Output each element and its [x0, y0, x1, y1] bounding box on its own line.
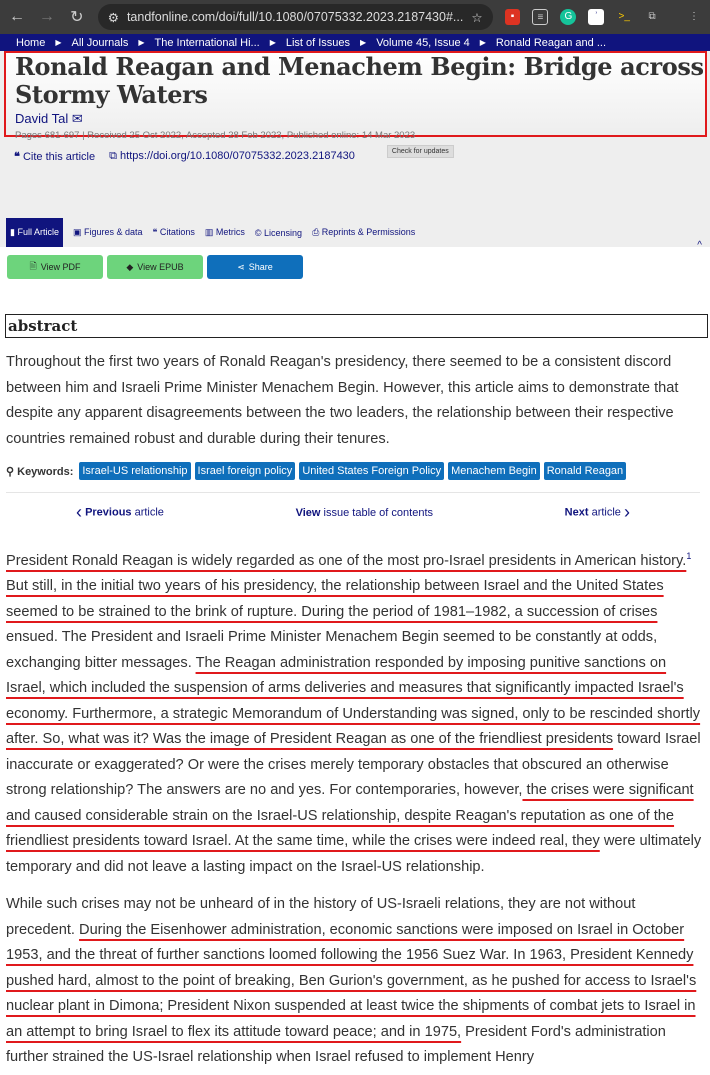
extension-icon[interactable]: ▪ [505, 9, 521, 25]
extensions-puzzle-icon[interactable]: ⧉ [648, 11, 656, 22]
breadcrumb: Home ▶ All Journals ▶ The International Hi... ▶ List of Issues ▶ Volume 45, Issue 4 ▶ Ronald Reagan and ... [0, 34, 710, 51]
highlighted-text: the crises were significant and caused considerable strain on the Israel-US relationship, despite Reagan's reputation as one of the friendliest presidents toward Israel. At the same time, while the crises were indeed real, they [6, 782, 694, 850]
share-button[interactable] [207, 255, 303, 279]
article-pager [6, 492, 700, 532]
breadcrumb-volume[interactable]: Volume 45, Issue 4 [376, 36, 470, 49]
doi-label: https://doi.org/10.1080/07075332.2023.2187430 [120, 149, 355, 162]
chevron-left-icon: ‹ [76, 502, 82, 522]
previous-article-link[interactable] [76, 502, 164, 523]
highlighted-text: The Reagan administration responded by imposing punitive sanctions on Israel, which included the suspension of arms deliveries and measures that significantly impacted Israel's economy. Furthermore, a strategic Memorandum of Understanding was signed, only to be rescinded shortly after. So, what was it? Was the image of President Reagan as one of the friendliest presidents [6, 654, 701, 748]
view-epub-button[interactable] [107, 255, 203, 279]
pager-label: Next [564, 506, 589, 519]
text-span: While such crises may not be unheard of in the history of US-Israeli relations, they are not without precedent. [6, 896, 636, 938]
button-label: View PDF [40, 262, 81, 272]
epub-icon: ◆ [126, 261, 134, 272]
abstract-heading: abstract [5, 314, 708, 338]
reload-icon[interactable]: ↻ [70, 9, 84, 26]
back-icon[interactable]: ← [8, 8, 25, 25]
check-updates-button[interactable]: Check for updates [387, 145, 454, 158]
tab-label: Licensing [264, 228, 303, 238]
extension-icon[interactable]: ʾ [588, 9, 604, 25]
text-span: President Ford's administration further strained the US-Israel relationship when Israel refused to implement Henry [6, 1023, 666, 1066]
tab-full-article[interactable]: ▮ Full Article [6, 218, 63, 247]
article-header [4, 51, 707, 141]
keyword-tag[interactable]: Ronald Reagan [544, 462, 626, 480]
email-icon[interactable]: ✉ [71, 111, 83, 126]
breadcrumb-article: Ronald Reagan and ... [495, 36, 607, 49]
tab-reprints[interactable]: ⎙ Reprints & Permissions [312, 227, 416, 237]
keyword-tag[interactable]: United States Foreign Policy [299, 462, 444, 480]
view-pdf-button[interactable] [7, 255, 103, 279]
body-paragraph [0, 892, 710, 1071]
tab-licensing[interactable]: © Licensing [254, 228, 303, 238]
breadcrumb-issues[interactable]: List of Issues [285, 36, 351, 49]
grammarly-icon[interactable]: G [560, 9, 576, 25]
keywords [6, 462, 710, 480]
issue-toc-link[interactable] [296, 507, 433, 519]
tab-citations[interactable]: ❝ Citations [152, 227, 195, 237]
collapse-chevron-icon[interactable]: ^ [697, 240, 702, 251]
button-label: View EPUB [137, 262, 184, 272]
tab-figures[interactable]: ▣ Figures & data [72, 227, 143, 237]
tab-label: Metrics [215, 227, 245, 237]
pager-label: article [588, 506, 621, 519]
keywords-label-text: Keywords: [17, 465, 74, 478]
tab-label: Figures & data [83, 227, 143, 237]
pager-label: View [295, 506, 321, 519]
article-title: Ronald Reagan and Menachem Begin: Bridge across Stormy Waters [15, 52, 704, 109]
pdf-icon: 🗎 [29, 261, 37, 271]
breadcrumb-journals[interactable]: All Journals [71, 36, 129, 49]
next-article-link[interactable] [565, 502, 630, 523]
abstract-text: Throughout the first two years of Ronald Reagan's presidency, there seemed to be a consistent discord between him and Israeli Prime Minister Menachem Begin. However, this article aims to demonstrate that despite any apparent disagreements between the two leaders, the relationship between their respective countries remained robust and durable during their tenures. [6, 354, 679, 447]
pager-label: article [131, 506, 164, 519]
breadcrumb-journal[interactable]: The International Hi... [154, 36, 260, 49]
browser-toolbar [0, 0, 710, 34]
keyword-tag[interactable]: Israel foreign policy [195, 462, 296, 480]
reader-icon[interactable]: ≡ [532, 9, 548, 25]
button-label: Share [248, 262, 273, 272]
menu-icon[interactable]: ⋮ [689, 11, 700, 22]
site-settings-icon[interactable]: ⚙ [107, 10, 119, 25]
tab-label: Full Article [17, 227, 59, 237]
highlighted-text: President Ronald Reagan is widely regarded as one of the most pro-Israel presidents in American history. [6, 552, 687, 569]
highlighted-text: But still, in the initial two years of his presidency, the relationship between Israel and the United States seemed to be strained to the brink of rupture. During the period of 1981–1982, a succession of crises [6, 578, 664, 620]
doi-link[interactable]: ⧉ https://doi.org/10.1080/07075332.2023.2187430 [109, 149, 355, 162]
text-span: toward Israel inaccurate or exaggerated? Or were the crises merely temporary obstacles that obscured an otherwise strong relationship? The answers are no and yes. For contemporaries, however, [6, 731, 701, 799]
chevron-right-icon: › [623, 502, 630, 522]
text-span: ensued. The President and Israeli Prime Minister Menachem Begin seemed to be constantly at odds, exchanging bitter messages. [6, 629, 658, 671]
pager-label: issue table of contents [320, 506, 433, 519]
share-icon: ⋖ [237, 261, 245, 272]
address-bar[interactable] [98, 4, 493, 30]
url-text: tandfonline.com/doi/full/10.1080/07075332.2023.2187430#... [126, 10, 464, 24]
cite-label: Cite this article [22, 150, 96, 163]
pager-label: Previous [85, 506, 132, 519]
author-link[interactable]: David Tal [15, 111, 69, 126]
tab-metrics[interactable]: ▥ Metrics [204, 227, 245, 237]
terminal-icon[interactable]: >_ [618, 11, 630, 22]
body-paragraph [0, 544, 710, 880]
tab-label: Citations [159, 227, 195, 237]
article-tabs [10, 175, 710, 251]
forward-icon[interactable]: → [38, 8, 55, 25]
keyword-tag[interactable]: Israel-US relationship [79, 462, 190, 480]
cite-link[interactable]: ❝ Cite this article [14, 150, 96, 163]
tab-label: Reprints & Permissions [321, 227, 416, 237]
bookmark-star-icon[interactable]: ☆ [471, 10, 483, 25]
text-span: were ultimately temporary and did not leave a lasting impact on the Israel-US relationship. [6, 833, 702, 875]
breadcrumb-home[interactable]: Home [16, 36, 46, 49]
footnote-link[interactable]: 1 [686, 551, 692, 561]
highlighted-text: During the Eisenhower administration, economic sanctions were imposed on Israel in October 1953, and the threat of further sanctions loomed following the 1956 Suez War. In 1963, President Kennedy pushed hard, almost to the point of breaking, Ben Gurion's government, as he pushed for access to Israel's nuclear plant in Dimona; President Nixon suspended at least twice the shipments of combat jets to Israel in an attempt to bring Israel to flex its attitude toward peace; and in 1975, [6, 921, 697, 1040]
keywords-label: ⚲ Keywords: [6, 465, 74, 478]
article-meta: Pages 681-697 | Received 25 Oct 2022, Accepted 28 Feb 2023, Published online: 14 Mar 2023 [15, 130, 416, 141]
keyword-tag[interactable]: Menachem Begin [448, 462, 540, 480]
